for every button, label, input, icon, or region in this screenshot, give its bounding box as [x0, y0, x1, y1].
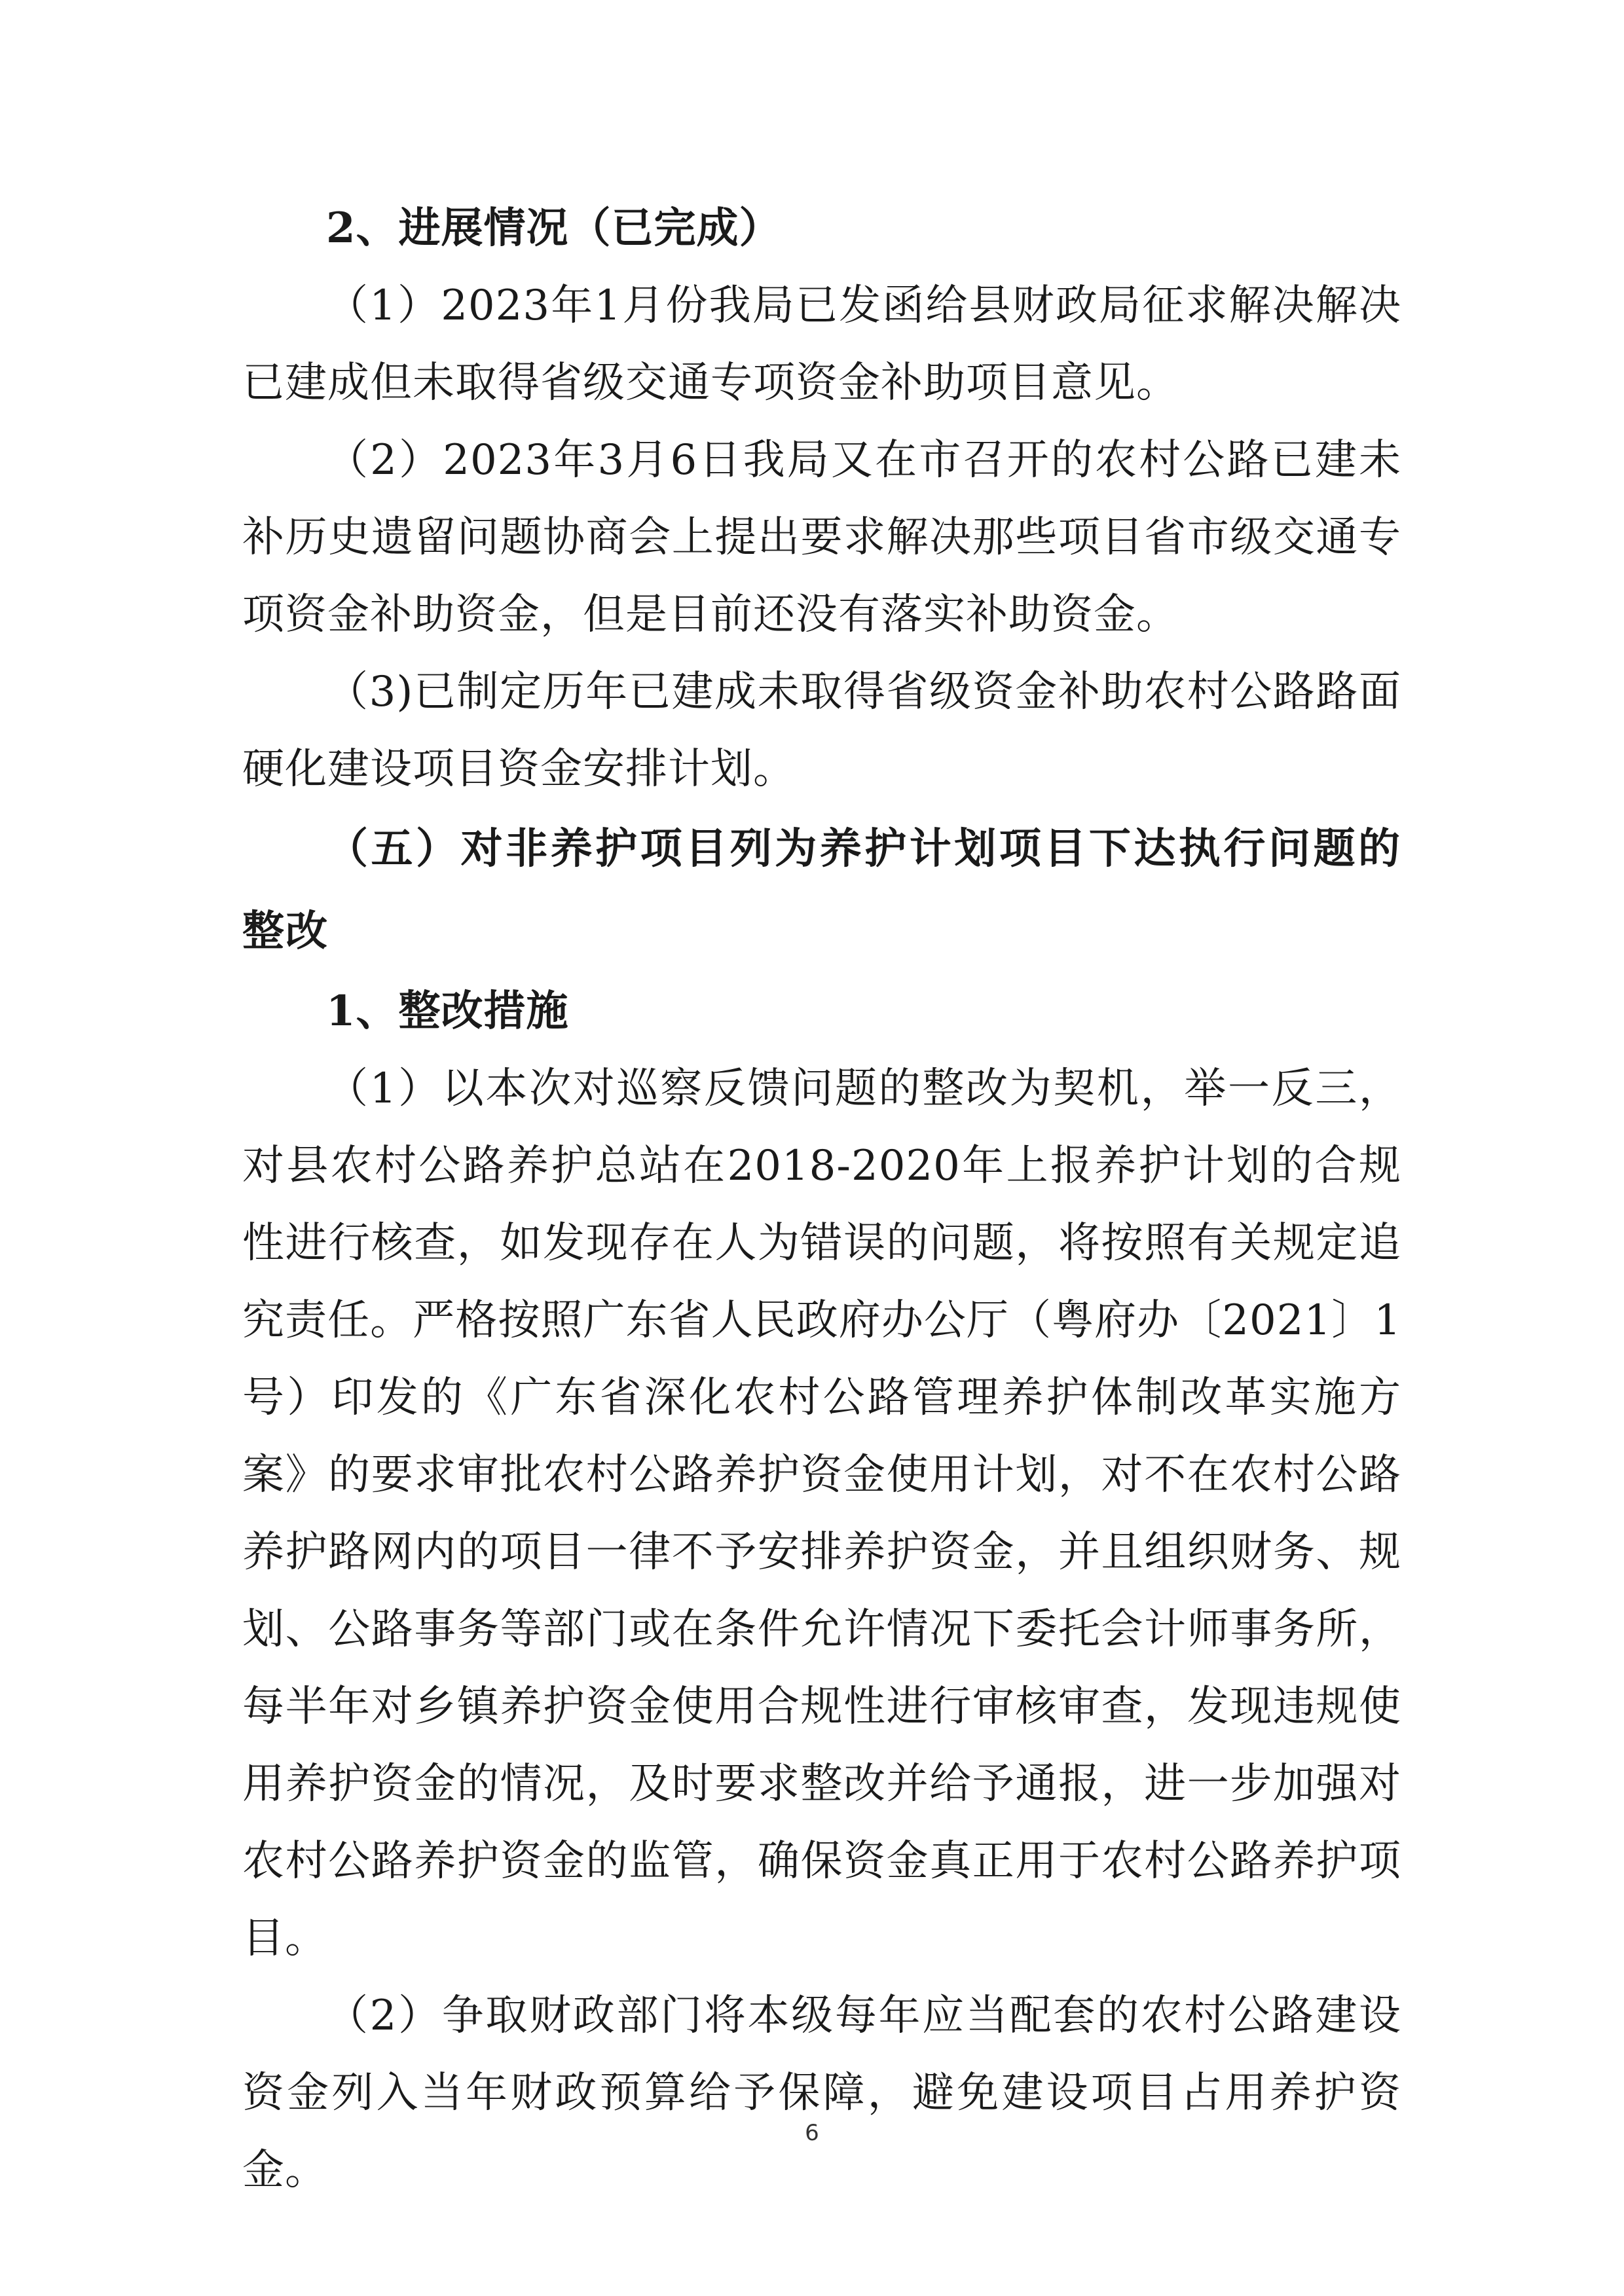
- measure-item-2: （2）争取财政部门将本级每年应当配套的农村公路建设资金列入当年财政预算给予保障，避免建设项目占用养护资金。: [242, 1992, 1401, 2195]
- measure-item-1: （1）以本次对巡察反馈问题的整改为契机，举一反三，对县农村公路养护总站在2018-2020年上报养护计划的合规性进行核查，如发现存在人为错误的问题，将按照有关规定追究责任。严格按照广东省人民政府办公厅（粤府办〔2021〕1号）印发的《广东省深化农村公路管理养护体制改革实施方案》的要求审批农村公路养护资金使用计划，对不在农村公路养护路网内的项目一律不予安排养护资金，并且组织财务、规划、公路事务等部门或在条件允许情况下委托会计师事务所，每半年对乡镇养护资金使用合规性进行审核审查，发现违规使用养护资金的情况，及时要求整改并给予通报，进一步加强对农村公路养护资金的监管，确保资金真正用于农村公路养护项目。: [242, 1065, 1401, 1963]
- progress-heading: 2、进展情况（已完成）: [326, 204, 782, 253]
- document-body: [242, 190, 1401, 2209]
- progress-item-2: （2）2023年3月6日我局又在市召开的农村公路已建未补历史遗留问题协商会上提出要求解决那些项目省市级交通专项资金补助资金，但是目前还没有落实补助资金。: [242, 436, 1401, 639]
- progress-item-1: （1）2023年1月份我局已发函给县财政局征求解决解决已建成但未取得省级交通专项资金补助项目意见。: [242, 282, 1401, 407]
- progress-item-3: （3)已制定历年已建成未取得省级资金补助农村公路路面硬化建设项目资金安排计划。: [242, 668, 1401, 793]
- section-five-heading: （五）对非养护项目列为养护计划项目下达执行问题的整改: [242, 824, 1401, 956]
- measures-heading: 1、整改措施: [326, 987, 569, 1036]
- page-number: 6: [805, 2120, 819, 2146]
